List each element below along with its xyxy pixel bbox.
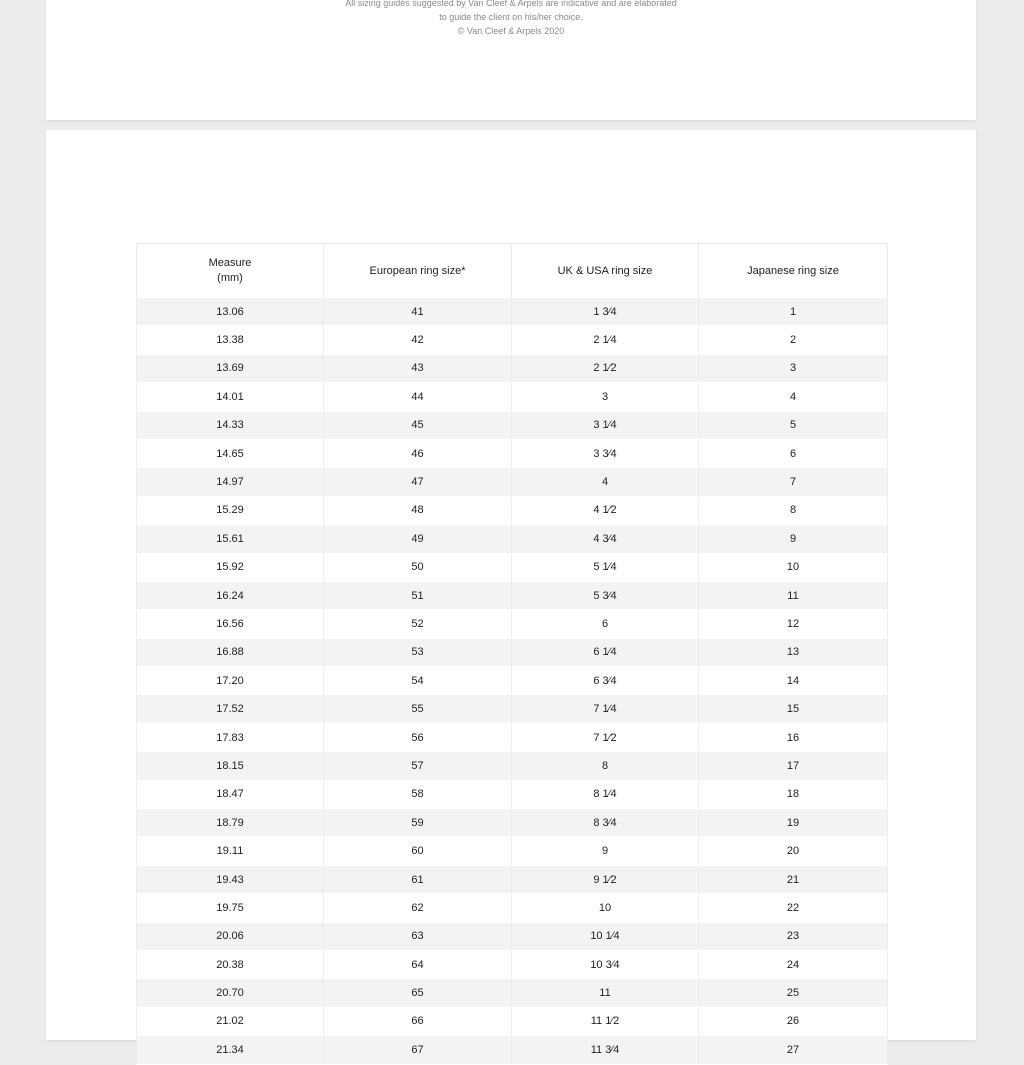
measure-cell: 19.75: [137, 894, 324, 922]
table-row: [137, 553, 888, 581]
measure-cell: 21.02: [137, 1007, 324, 1035]
european-size-cell: 46: [324, 439, 512, 467]
measure-cell: 15.29: [137, 496, 324, 524]
measure-cell: 13.38: [137, 326, 324, 354]
european-size-cell: 47: [324, 468, 512, 496]
european-size-cell: 65: [324, 979, 512, 1007]
uk-usa-size-cell: 8: [512, 752, 699, 780]
japanese-size-cell: 3: [699, 354, 888, 382]
table-row: [137, 979, 888, 1007]
table-header-row: [137, 244, 888, 299]
header-japanese-size: Japanese ring size: [699, 244, 888, 299]
japanese-size-cell: 20: [699, 837, 888, 865]
table-row: [137, 638, 888, 666]
disclaimer-line-2: to guide the client on his/her choice.: [439, 12, 583, 22]
japanese-size-cell: 21: [699, 865, 888, 893]
japanese-size-cell: 9: [699, 525, 888, 553]
header-measure-line-1: Measure: [208, 257, 252, 269]
ring-size-table: [136, 243, 888, 1065]
european-size-cell: 44: [324, 383, 512, 411]
japanese-size-cell: 14: [699, 667, 888, 695]
japanese-size-cell: 16: [699, 723, 888, 751]
measure-cell: 15.61: [137, 525, 324, 553]
measure-cell: 14.33: [137, 411, 324, 439]
measure-cell: 20.38: [137, 950, 324, 978]
size-guide-card: [46, 130, 976, 1056]
measure-cell: 19.11: [137, 837, 324, 865]
japanese-size-cell: 6: [699, 439, 888, 467]
table-row: [137, 383, 888, 411]
japanese-size-cell: 7: [699, 468, 888, 496]
table-row: [137, 610, 888, 638]
european-size-cell: 56: [324, 723, 512, 751]
header-measure: [137, 244, 324, 299]
measure-cell: 20.70: [137, 979, 324, 1007]
japanese-size-cell: 18: [699, 780, 888, 808]
japanese-size-cell: 13: [699, 638, 888, 666]
measure-cell: 20.06: [137, 922, 324, 950]
japanese-size-cell: 2: [699, 326, 888, 354]
table-row: [137, 1007, 888, 1035]
european-size-cell: 42: [324, 326, 512, 354]
measure-cell: 17.20: [137, 667, 324, 695]
measure-cell: 18.47: [137, 780, 324, 808]
japanese-size-cell: 1: [699, 298, 888, 326]
japanese-size-cell: 23: [699, 922, 888, 950]
table-row: [137, 894, 888, 922]
uk-usa-size-cell: 10: [512, 894, 699, 922]
uk-usa-size-cell: 9: [512, 837, 699, 865]
uk-usa-size-cell: 3 3⁄4: [512, 439, 699, 467]
japanese-size-cell: 10: [699, 553, 888, 581]
european-size-cell: 59: [324, 809, 512, 837]
table-row: [137, 581, 888, 609]
header-european-size: European ring size*: [324, 244, 512, 299]
table-row: [137, 667, 888, 695]
european-size-cell: 63: [324, 922, 512, 950]
european-size-cell: 48: [324, 496, 512, 524]
table-row: [137, 525, 888, 553]
uk-usa-size-cell: 5 1⁄4: [512, 553, 699, 581]
uk-usa-size-cell: 8 3⁄4: [512, 809, 699, 837]
uk-usa-size-cell: 10 3⁄4: [512, 950, 699, 978]
copyright-text: © Van Cleef & Arpels 2020: [457, 26, 565, 36]
table-row: [137, 922, 888, 950]
uk-usa-size-cell: 3: [512, 383, 699, 411]
japanese-size-cell: 26: [699, 1007, 888, 1035]
table-row: [137, 468, 888, 496]
disclaimer-text: [46, 0, 976, 38]
uk-usa-size-cell: 11 1⁄2: [512, 1007, 699, 1035]
measure-cell: 17.83: [137, 723, 324, 751]
european-size-cell: 50: [324, 553, 512, 581]
measure-cell: 15.92: [137, 553, 324, 581]
japanese-size-cell: 8: [699, 496, 888, 524]
table-row: [137, 723, 888, 751]
uk-usa-size-cell: 7 1⁄2: [512, 723, 699, 751]
measure-cell: 17.52: [137, 695, 324, 723]
uk-usa-size-cell: 3 1⁄4: [512, 411, 699, 439]
measure-cell: 19.43: [137, 865, 324, 893]
uk-usa-size-cell: 11 3⁄4: [512, 1036, 699, 1064]
table-row: [137, 695, 888, 723]
uk-usa-size-cell: 8 1⁄4: [512, 780, 699, 808]
japanese-size-cell: 17: [699, 752, 888, 780]
japanese-size-cell: 12: [699, 610, 888, 638]
uk-usa-size-cell: 6: [512, 610, 699, 638]
uk-usa-size-cell: 4 3⁄4: [512, 525, 699, 553]
measure-cell: 13.06: [137, 298, 324, 326]
table-row: [137, 865, 888, 893]
european-size-cell: 58: [324, 780, 512, 808]
table-row: [137, 1036, 888, 1064]
table-row: [137, 326, 888, 354]
table-row: [137, 780, 888, 808]
european-size-cell: 64: [324, 950, 512, 978]
uk-usa-size-cell: 5 3⁄4: [512, 581, 699, 609]
uk-usa-size-cell: 9 1⁄2: [512, 865, 699, 893]
disclaimer-card: [46, 0, 976, 120]
uk-usa-size-cell: 4 1⁄2: [512, 496, 699, 524]
japanese-size-cell: 27: [699, 1036, 888, 1064]
european-size-cell: 62: [324, 894, 512, 922]
table-row: [137, 411, 888, 439]
japanese-size-cell: 4: [699, 383, 888, 411]
measure-cell: 16.56: [137, 610, 324, 638]
european-size-cell: 54: [324, 667, 512, 695]
uk-usa-size-cell: 1 3⁄4: [512, 298, 699, 326]
table-row: [137, 298, 888, 326]
european-size-cell: 60: [324, 837, 512, 865]
measure-cell: 18.15: [137, 752, 324, 780]
uk-usa-size-cell: 6 3⁄4: [512, 667, 699, 695]
european-size-cell: 51: [324, 581, 512, 609]
uk-usa-size-cell: 6 1⁄4: [512, 638, 699, 666]
measure-cell: 21.34: [137, 1036, 324, 1064]
european-size-cell: 57: [324, 752, 512, 780]
european-size-cell: 49: [324, 525, 512, 553]
european-size-cell: 66: [324, 1007, 512, 1035]
european-size-cell: 41: [324, 298, 512, 326]
measure-cell: 16.24: [137, 581, 324, 609]
european-size-cell: 45: [324, 411, 512, 439]
measure-cell: 14.65: [137, 439, 324, 467]
japanese-size-cell: 22: [699, 894, 888, 922]
measure-cell: 14.97: [137, 468, 324, 496]
table-row: [137, 354, 888, 382]
european-size-cell: 67: [324, 1036, 512, 1064]
measure-cell: 16.88: [137, 638, 324, 666]
measure-cell: 14.01: [137, 383, 324, 411]
japanese-size-cell: 19: [699, 809, 888, 837]
european-size-cell: 61: [324, 865, 512, 893]
table-row: [137, 496, 888, 524]
table-body: [137, 298, 888, 1064]
uk-usa-size-cell: 2 1⁄2: [512, 354, 699, 382]
japanese-size-cell: 11: [699, 581, 888, 609]
table-row: [137, 809, 888, 837]
table-row: [137, 752, 888, 780]
uk-usa-size-cell: 7 1⁄4: [512, 695, 699, 723]
uk-usa-size-cell: 2 1⁄4: [512, 326, 699, 354]
european-size-cell: 52: [324, 610, 512, 638]
japanese-size-cell: 5: [699, 411, 888, 439]
disclaimer-line-1: All sizing guides suggested by Van Cleef & Arpels are indicative and are elaborated: [345, 0, 677, 8]
uk-usa-size-cell: 11: [512, 979, 699, 1007]
measure-cell: 18.79: [137, 809, 324, 837]
header-uk-usa-size: UK & USA ring size: [512, 244, 699, 299]
european-size-cell: 53: [324, 638, 512, 666]
uk-usa-size-cell: 4: [512, 468, 699, 496]
japanese-size-cell: 15: [699, 695, 888, 723]
uk-usa-size-cell: 10 1⁄4: [512, 922, 699, 950]
japanese-size-cell: 25: [699, 979, 888, 1007]
european-size-cell: 55: [324, 695, 512, 723]
header-measure-line-2: (mm): [217, 272, 243, 284]
table-row: [137, 837, 888, 865]
european-size-cell: 43: [324, 354, 512, 382]
measure-cell: 13.69: [137, 354, 324, 382]
table-row: [137, 950, 888, 978]
table-row: [137, 439, 888, 467]
japanese-size-cell: 24: [699, 950, 888, 978]
